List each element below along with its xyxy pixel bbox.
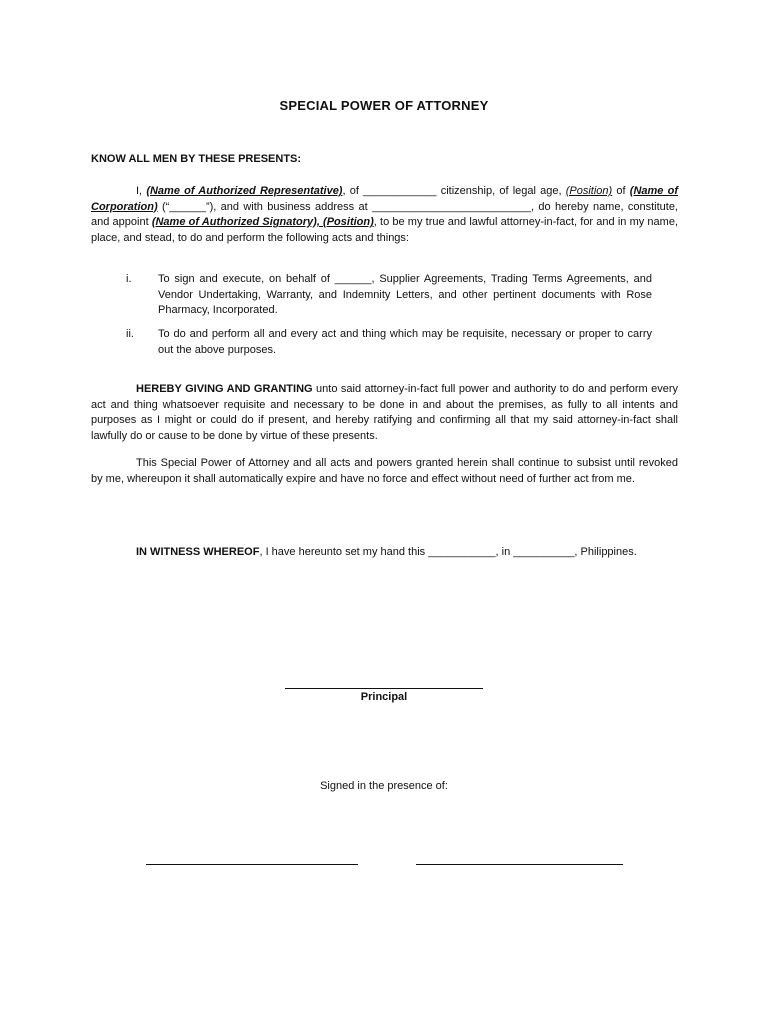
witness-text: , I have hereunto set my hand this ___________, in __________, Philippines. — [259, 546, 637, 558]
list-item-text: To sign and execute, on behalf of ______, Supplier Agreements, Trading Terms Agreements, and Vendor Undertaking, Warranty, and Indemnity Letters, and other pertinent documents with Rose Pharmacy, Incorporated. — [158, 273, 652, 316]
authorized-signatory-placeholder: (Name of Authorized Signatory), (Position) — [151, 216, 374, 228]
granting-text: unto said attorney-in-fact full power and authority to do and perform every act and thing whatsoever requisite and necessary to be done in and about the premises, as fully to all intents and purposes as I might or could do if present, and hereby ratifying and confirming all that my said attorney-in-fact shall lawfully do or cause to be done by virtue of these presents. — [91, 383, 679, 442]
p1-text-3: of — [612, 185, 630, 197]
validity-paragraph — [91, 456, 678, 487]
granting-paragraph — [91, 382, 678, 444]
list-item — [126, 272, 652, 319]
witness-signature-line-1 — [146, 864, 358, 865]
p1-text-2: , of ____________ citizenship, of legal age, — [342, 185, 566, 197]
validity-text: This Special Power of Attorney and all acts and powers granted herein shall continue to subsist until revoked by me, whereupon it shall automatically expire and have no force and effect without need of further act from me. — [91, 457, 678, 485]
list-item-text: To do and perform all and every act and thing which may be requisite, necessary or proper to carry out the above purposes. — [158, 328, 652, 356]
principal-signature-line — [285, 688, 483, 689]
p1-text-4: (“______”), and with business address at __________________________, do hereby name, constitute, and appoint — [91, 200, 678, 228]
granting-heading: HEREBY GIVING AND GRANTING — [136, 383, 313, 395]
authorized-representative-placeholder: (Name of Authorized Representative) — [146, 185, 343, 197]
witness-paragraph — [91, 545, 678, 561]
p1-text-5: , to be my true and lawful attorney-in-fact, for and in my name, place, and stead, to do and perform the following acts and things: — [91, 216, 678, 244]
list-item-number: ii. — [126, 328, 134, 340]
corporation-placeholder: (Name of Corporation) — [91, 185, 678, 213]
list-item-number: i. — [126, 273, 132, 285]
p1-text-1: I, — [136, 185, 147, 197]
principal-label: Principal — [360, 691, 408, 703]
presence-label: Signed in the presence of: — [320, 780, 448, 792]
know-all-heading: KNOW ALL MEN BY THESE PRESENTS: — [91, 153, 302, 165]
witness-signature-line-2 — [416, 864, 623, 865]
position-placeholder: (Position) — [565, 185, 613, 197]
appointment-paragraph — [91, 184, 678, 246]
witness-heading: IN WITNESS WHEREOF — [136, 546, 260, 558]
list-item — [126, 327, 652, 358]
document-title: SPECIAL POWER OF ATTORNEY — [279, 98, 489, 113]
